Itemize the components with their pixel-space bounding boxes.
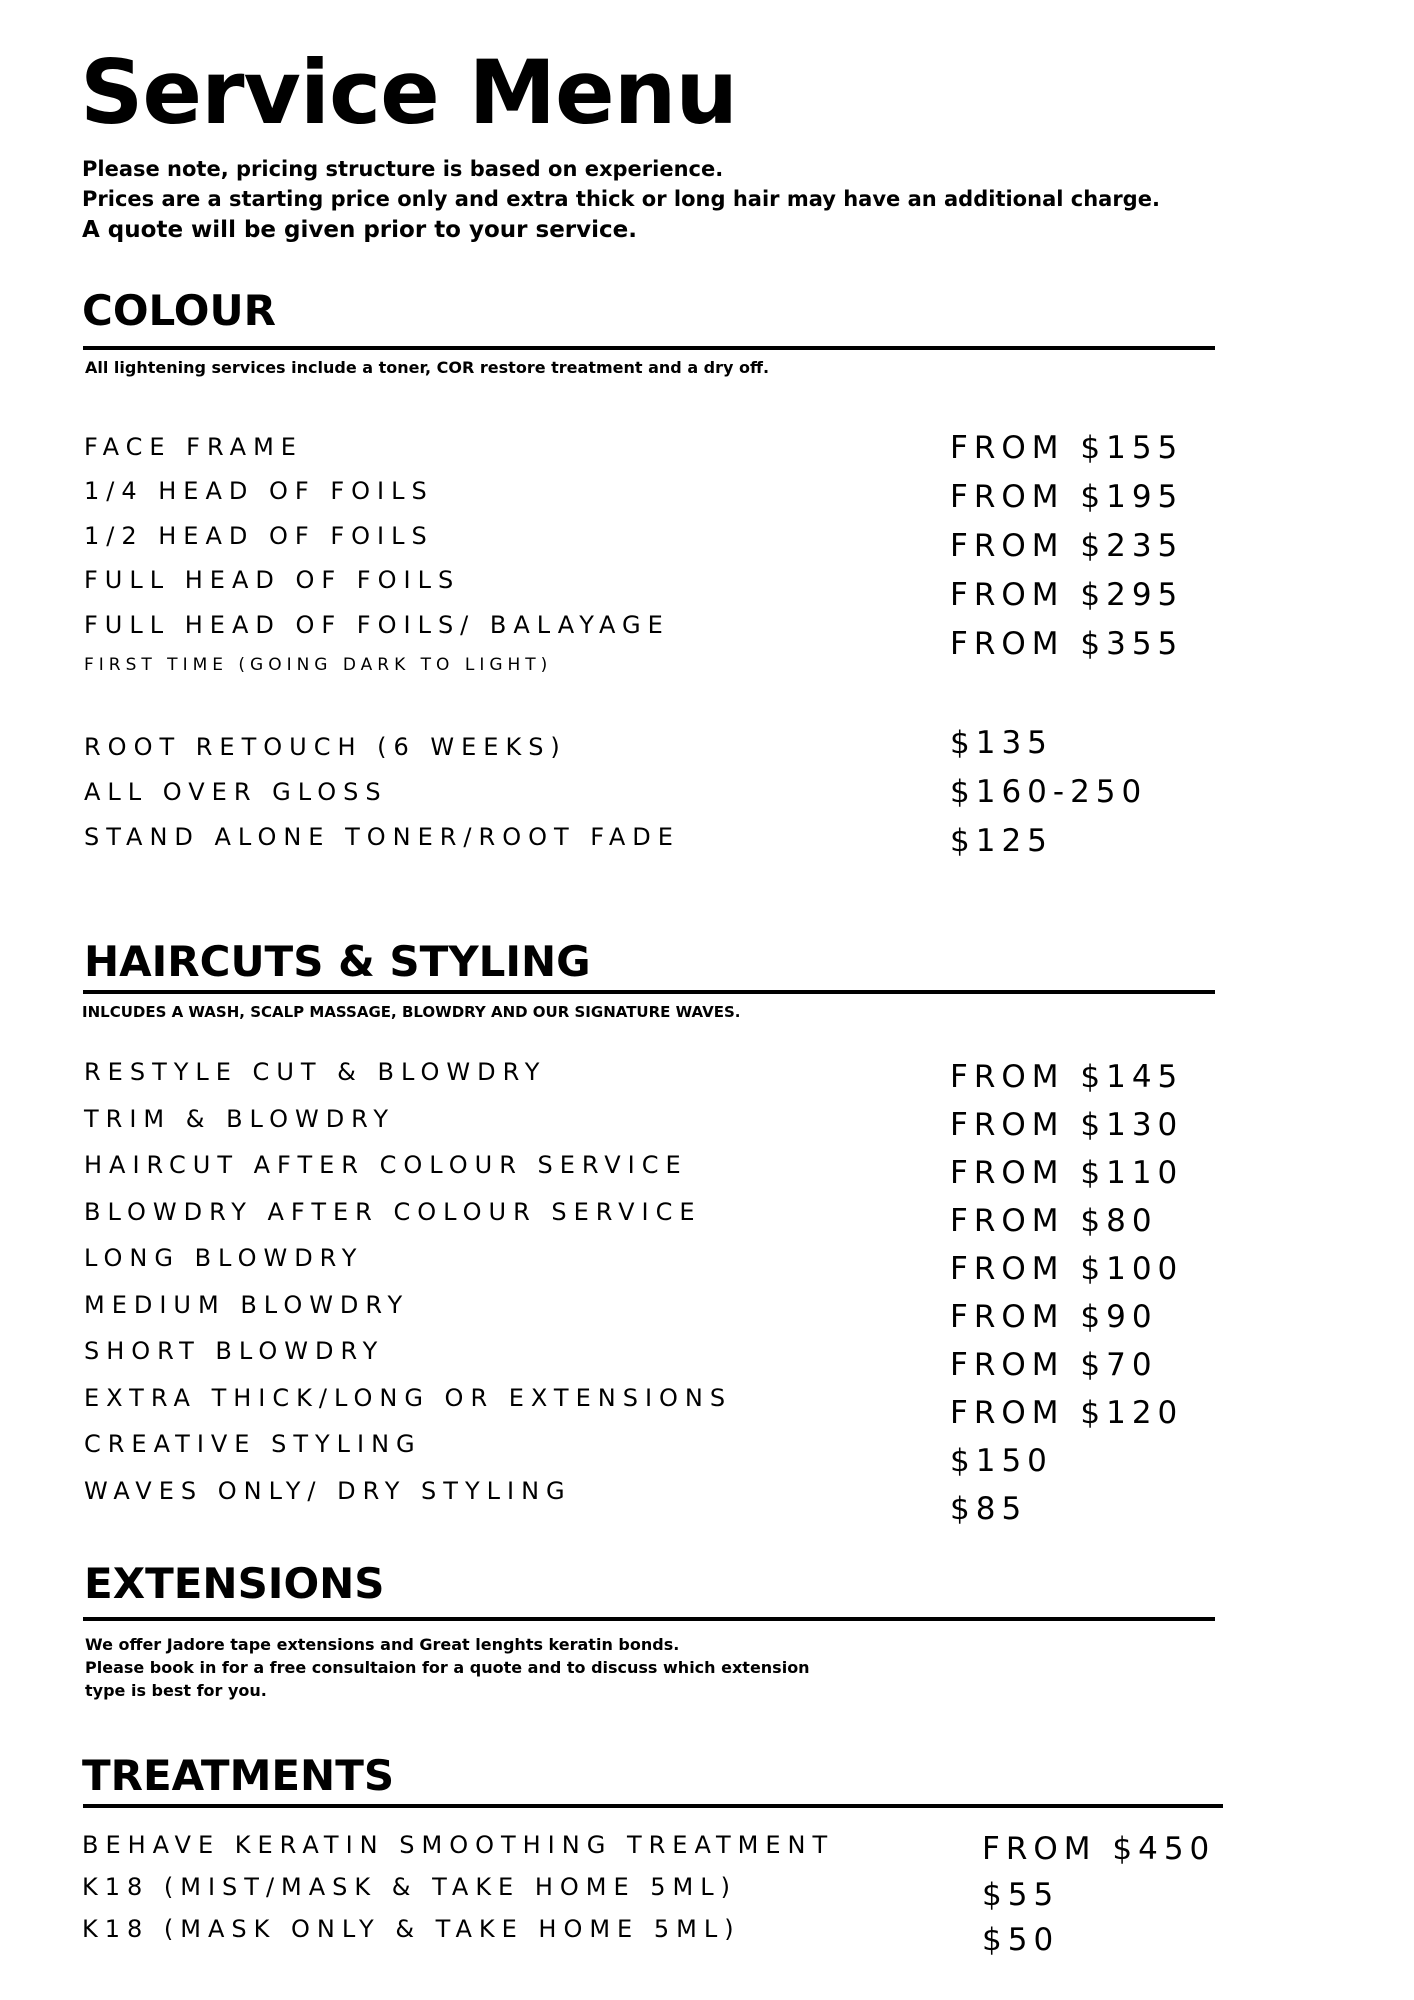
- service-price: FROM $235: [950, 528, 1184, 564]
- service-name: STAND ALONE TONER/ROOT FADE: [84, 823, 680, 851]
- haircuts-note: INLCUDES A WASH, SCALP MASSAGE, BLOWDRY AND OUR SIGNATURE WAVES.: [82, 1003, 741, 1021]
- service-price: $125: [950, 823, 1053, 859]
- service-price: FROM $355: [950, 626, 1184, 662]
- service-price: FROM $195: [950, 479, 1184, 515]
- extensions-note-line: type is best for you.: [85, 1681, 267, 1700]
- treatments-heading: TREATMENTS: [82, 1751, 395, 1800]
- haircuts-heading: HAIRCUTS & STYLING: [84, 937, 591, 986]
- service-name: WAVES ONLY/ DRY STYLING: [84, 1477, 572, 1505]
- service-name: TRIM & BLOWDRY: [84, 1105, 395, 1133]
- page-title: Service Menu: [80, 41, 738, 144]
- intro-line: A quote will be given prior to your service.: [82, 217, 637, 243]
- service-name: K18 (MASK ONLY & TAKE HOME 5ML): [82, 1915, 741, 1943]
- service-name: 1/4 HEAD OF FOILS: [84, 477, 434, 505]
- extensions-divider: [83, 1617, 1215, 1621]
- service-name: FULL HEAD OF FOILS: [84, 566, 461, 594]
- service-price: $160-250: [950, 774, 1148, 810]
- service-price: FROM $145: [950, 1059, 1184, 1095]
- service-price: FROM $80: [950, 1203, 1158, 1239]
- colour-divider: [83, 346, 1215, 350]
- service-name: EXTRA THICK/LONG OR EXTENSIONS: [84, 1384, 733, 1412]
- service-subnote: FIRST TIME (GOING DARK TO LIGHT): [84, 655, 553, 675]
- service-price: FROM $90: [950, 1299, 1158, 1335]
- service-price: FROM $450: [982, 1831, 1216, 1867]
- service-price: FROM $295: [950, 577, 1184, 613]
- service-name: FULL HEAD OF FOILS/ BALAYAGE: [84, 611, 670, 639]
- intro-line: Prices are a starting price only and extra thick or long hair may have an additional charge.: [82, 187, 1160, 211]
- service-price: FROM $155: [950, 430, 1184, 466]
- service-name: MEDIUM BLOWDRY: [84, 1291, 410, 1319]
- service-price: $55: [982, 1877, 1060, 1913]
- service-price: $150: [950, 1443, 1053, 1479]
- extensions-heading: EXTENSIONS: [84, 1559, 385, 1608]
- service-price: FROM $130: [950, 1107, 1184, 1143]
- colour-note: All lightening services include a toner, COR restore treatment and a dry off.: [85, 358, 770, 377]
- service-price: FROM $100: [950, 1251, 1184, 1287]
- service-name: CREATIVE STYLING: [84, 1430, 422, 1458]
- service-name: RESTYLE CUT & BLOWDRY: [84, 1058, 547, 1086]
- haircuts-divider: [83, 990, 1215, 994]
- service-name: SHORT BLOWDRY: [84, 1337, 385, 1365]
- service-name: BLOWDRY AFTER COLOUR SERVICE: [84, 1198, 702, 1226]
- extensions-note-line: We offer Jadore tape extensions and Great lenghts keratin bonds.: [85, 1635, 680, 1654]
- intro-line: Please note, pricing structure is based on experience.: [82, 157, 724, 181]
- treatments-divider: [83, 1804, 1223, 1808]
- colour-heading: COLOUR: [82, 286, 276, 335]
- service-name: FACE FRAME: [84, 433, 303, 461]
- service-price: FROM $70: [950, 1347, 1158, 1383]
- service-name: BEHAVE KERATIN SMOOTHING TREATMENT: [82, 1831, 835, 1859]
- service-price: $50: [982, 1922, 1060, 1958]
- service-name: 1/2 HEAD OF FOILS: [84, 522, 434, 550]
- service-price: FROM $110: [950, 1155, 1184, 1191]
- service-name: ALL OVER GLOSS: [84, 778, 388, 806]
- service-price: FROM $120: [950, 1395, 1184, 1431]
- service-name: HAIRCUT AFTER COLOUR SERVICE: [84, 1151, 688, 1179]
- service-name: K18 (MIST/MASK & TAKE HOME 5ML): [82, 1873, 737, 1901]
- service-price: $85: [950, 1491, 1028, 1527]
- extensions-note-line: Please book in for a free consultaion for a quote and to discuss which extension: [85, 1658, 810, 1677]
- service-name: LONG BLOWDRY: [84, 1244, 364, 1272]
- service-name: ROOT RETOUCH (6 WEEKS): [84, 733, 567, 761]
- service-price: $135: [950, 725, 1053, 761]
